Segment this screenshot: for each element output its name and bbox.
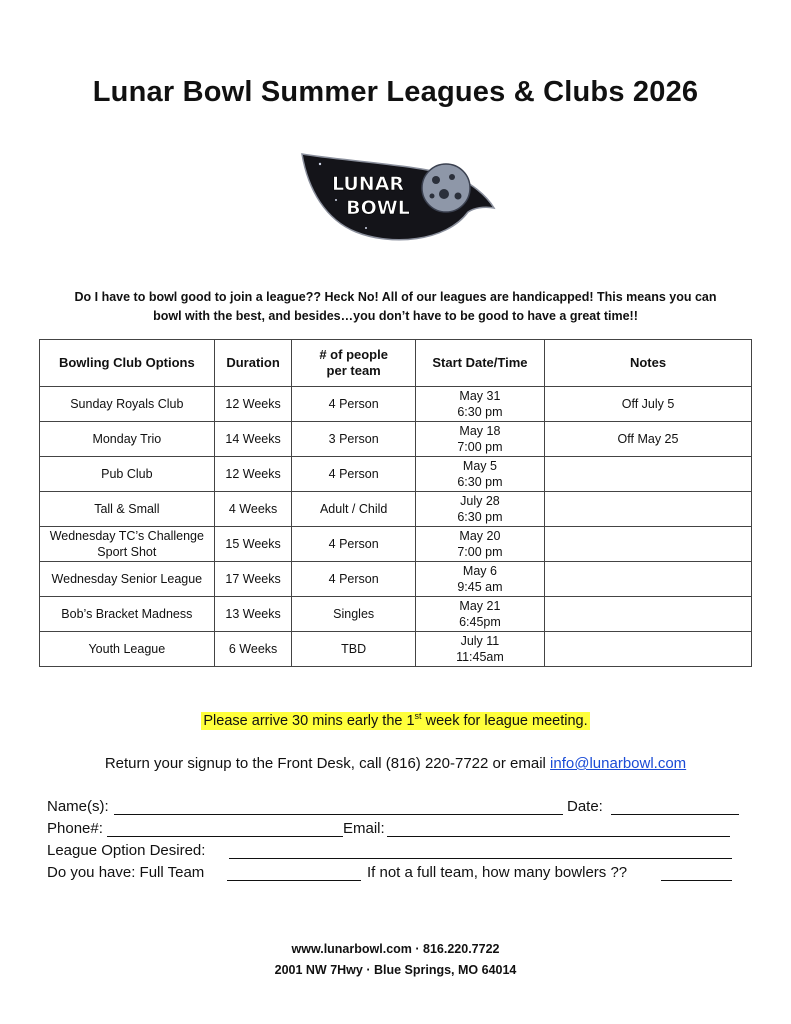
cell-notes	[545, 457, 752, 492]
lunar-bowl-logo	[296, 150, 496, 248]
cell-start	[415, 422, 544, 457]
arrival-notice	[0, 711, 791, 729]
start-time: 9:45 am	[457, 580, 503, 594]
league-field[interactable]	[229, 842, 732, 859]
name-label: Name(s):	[47, 798, 109, 815]
return-text: Return your signup to the Front Desk, call (816) 220-7722 or email	[104, 755, 551, 772]
cell-start	[415, 387, 544, 422]
cell-notes	[545, 632, 752, 667]
arrival-superscript: st	[414, 711, 422, 721]
cell-option	[40, 562, 215, 597]
table-header-row	[40, 340, 752, 387]
date-field[interactable]	[611, 798, 739, 815]
cell-start	[415, 457, 544, 492]
start-time: 6:30 pm	[457, 405, 503, 419]
table-row	[40, 422, 752, 457]
date-label: Date:	[567, 798, 603, 815]
arrival-text: Please arrive 30 mins early the 1	[203, 712, 415, 729]
cell-people: 4 Person	[292, 457, 415, 492]
arrival-text-end: week for league meeting.	[421, 712, 588, 729]
start-time: 7:00 pm	[457, 545, 503, 559]
table-row	[40, 562, 752, 597]
team-label: Do you have: Full Team	[47, 864, 205, 881]
arrival-highlight	[201, 712, 589, 730]
email-link[interactable]: info@lunarbowl.com	[550, 755, 687, 772]
cell-people: TBD	[292, 632, 415, 667]
table-row	[40, 527, 752, 562]
header-people	[292, 340, 415, 387]
start-time: 6:30 pm	[457, 475, 503, 489]
header-people-line2: per team	[326, 363, 381, 378]
cell-people: 3 Person	[292, 422, 415, 457]
start-date: May 20	[459, 529, 501, 543]
option-name: Sunday Royals Club	[70, 397, 184, 411]
cell-start	[415, 597, 544, 632]
cell-duration: 17 Weeks	[214, 562, 292, 597]
start-date: May 18	[459, 424, 501, 438]
email-field[interactable]	[387, 820, 730, 837]
cell-notes	[545, 527, 752, 562]
cell-option	[40, 492, 215, 527]
cell-duration: 4 Weeks	[214, 492, 292, 527]
table-row	[40, 387, 752, 422]
email-label: Email:	[343, 820, 385, 837]
start-date: July 11	[460, 634, 500, 648]
start-time: 6:30 pm	[457, 510, 503, 524]
cell-notes	[545, 492, 752, 527]
logo-text-line2: BOWL	[346, 197, 410, 219]
bowler-count-field[interactable]	[661, 864, 732, 881]
phone-label: Phone#:	[47, 820, 103, 837]
league-label: League Option Desired:	[47, 842, 206, 859]
league-table	[39, 339, 752, 667]
footer-contact: www.lunarbowl.com · 816.220.7722	[291, 942, 500, 956]
cell-start	[415, 527, 544, 562]
option-name: Wednesday Senior League	[51, 572, 203, 586]
cell-option	[40, 527, 215, 562]
cell-notes: Off July 5	[545, 387, 752, 422]
start-date: May 31	[459, 389, 501, 403]
page-title: Lunar Bowl Summer Leagues & Clubs 2026	[92, 76, 699, 108]
cell-notes	[545, 597, 752, 632]
cell-option	[40, 597, 215, 632]
option-name: Monday Trio	[92, 432, 162, 446]
start-time: 6:45pm	[459, 615, 501, 629]
start-date: May 5	[462, 459, 497, 473]
table-row	[40, 492, 752, 527]
footer	[0, 939, 791, 981]
option-name: Youth League	[88, 642, 166, 656]
cell-option	[40, 422, 215, 457]
cell-duration: 14 Weeks	[214, 422, 292, 457]
cell-start	[415, 492, 544, 527]
form-row-league	[47, 842, 747, 864]
option-line1: Wednesday TC’s Challenge	[49, 529, 204, 543]
form-row-name	[47, 798, 747, 820]
name-field[interactable]	[114, 798, 563, 815]
start-time: 7:00 pm	[457, 440, 503, 454]
header-options: Bowling Club Options	[40, 340, 215, 387]
cell-people: 4 Person	[292, 527, 415, 562]
footer-address: 2001 NW 7Hwy · Blue Springs, MO 64014	[274, 963, 517, 977]
cell-duration: 13 Weeks	[214, 597, 292, 632]
signup-form	[47, 798, 747, 886]
cell-duration: 12 Weeks	[214, 457, 292, 492]
header-start: Start Date/Time	[415, 340, 544, 387]
form-row-phone	[47, 820, 747, 842]
cell-people: 4 Person	[292, 387, 415, 422]
header-people-line1: # of people	[319, 347, 388, 362]
intro-text	[40, 288, 751, 326]
header-duration: Duration	[214, 340, 292, 387]
form-row-team	[47, 864, 747, 886]
phone-field[interactable]	[107, 820, 343, 837]
start-date: May 6	[462, 564, 497, 578]
table-row	[40, 632, 752, 667]
table-row	[40, 457, 752, 492]
cell-people: 4 Person	[292, 562, 415, 597]
option-name: Tall & Small	[94, 502, 160, 516]
not-full-label: If not a full team, how many bowlers ??	[367, 864, 628, 881]
option-line2: Sport Shot	[97, 545, 157, 559]
cell-duration: 12 Weeks	[214, 387, 292, 422]
intro-line-2: bowl with the best, and besides…you don’t have to be good to have a great time!!	[153, 309, 638, 323]
header-notes: Notes	[545, 340, 752, 387]
cell-start	[415, 562, 544, 597]
option-name: Pub Club	[101, 467, 153, 481]
cell-people: Adult / Child	[292, 492, 415, 527]
cell-option	[40, 632, 215, 667]
logo-text-line1: LUNAR	[331, 173, 405, 195]
cell-option	[40, 457, 215, 492]
table-row	[40, 597, 752, 632]
cell-notes: Off May 25	[545, 422, 752, 457]
return-instructions	[0, 755, 791, 772]
intro-line-1: Do I have to bowl good to join a league?? Heck No! All of our leagues are handicapped! This means you can	[74, 290, 717, 304]
cell-option	[40, 387, 215, 422]
option-name: Bob’s Bracket Madness	[61, 607, 193, 621]
start-date: May 21	[459, 599, 501, 613]
start-date: July 28	[460, 494, 500, 508]
cell-start	[415, 632, 544, 667]
start-time: 11:45am	[456, 650, 504, 664]
cell-people: Singles	[292, 597, 415, 632]
cell-duration: 6 Weeks	[214, 632, 292, 667]
cell-notes	[545, 562, 752, 597]
full-team-field[interactable]	[227, 864, 361, 881]
cell-duration: 15 Weeks	[214, 527, 292, 562]
